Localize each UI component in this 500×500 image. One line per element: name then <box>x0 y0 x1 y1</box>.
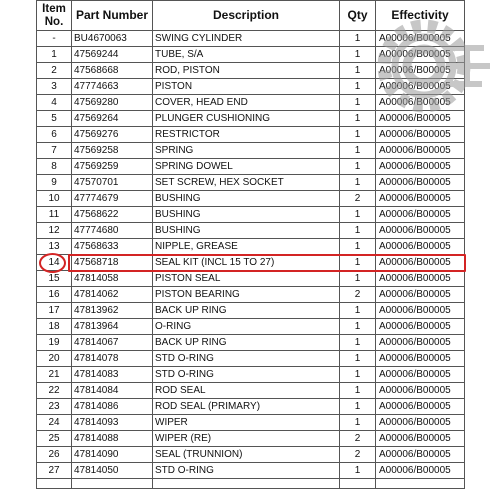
effectivity-cell: A00006/B00005 <box>376 191 465 207</box>
description-cell: STD O-RING <box>153 351 340 367</box>
item-number-cell: 11 <box>37 207 72 223</box>
part-number-cell: 47568718 <box>72 255 153 271</box>
part-number-cell: 47570701 <box>72 175 153 191</box>
table-row <box>37 191 465 207</box>
description-cell: PISTON BEARING <box>153 287 340 303</box>
table-row <box>37 31 465 47</box>
part-number-cell: 47774663 <box>72 79 153 95</box>
item-number-cell: 5 <box>37 111 72 127</box>
effectivity-cell: A00006/B00005 <box>376 79 465 95</box>
description-cell: COVER, HEAD END <box>153 95 340 111</box>
description-cell: PISTON <box>153 79 340 95</box>
part-number-cell: 47774680 <box>72 223 153 239</box>
table-row <box>37 207 465 223</box>
effectivity-cell: A00006/B00005 <box>376 111 465 127</box>
qty-cell: 1 <box>340 111 376 127</box>
item-number-cell: 12 <box>37 223 72 239</box>
item-number-cell: 13 <box>37 239 72 255</box>
table-row <box>37 143 465 159</box>
item-number-cell: 10 <box>37 191 72 207</box>
description-cell: NIPPLE, GREASE <box>153 239 340 255</box>
part-number-cell: 47814050 <box>72 463 153 479</box>
part-number-cell: 47568622 <box>72 207 153 223</box>
qty-cell: 1 <box>340 463 376 479</box>
description-cell: WIPER (RE) <box>153 431 340 447</box>
table-row <box>37 383 465 399</box>
qty-cell: 1 <box>340 223 376 239</box>
effectivity-cell: A00006/B00005 <box>376 351 465 367</box>
effectivity-cell: A00006/B00005 <box>376 127 465 143</box>
blank-cell <box>153 479 340 489</box>
item-number-cell: 18 <box>37 319 72 335</box>
qty-cell: 1 <box>340 255 376 271</box>
qty-cell: 1 <box>340 399 376 415</box>
effectivity-cell: A00006/B00005 <box>376 143 465 159</box>
table-row <box>37 127 465 143</box>
description-cell: BUSHING <box>153 223 340 239</box>
table-row <box>37 335 465 351</box>
table-row <box>37 351 465 367</box>
effectivity-cell: A00006/B00005 <box>376 175 465 191</box>
description-cell: SPRING DOWEL <box>153 159 340 175</box>
effectivity-cell: A00006/B00005 <box>376 31 465 47</box>
item-number-cell: - <box>37 31 72 47</box>
table-row <box>37 447 465 463</box>
description-cell: STD O-RING <box>153 367 340 383</box>
qty-cell: 1 <box>340 303 376 319</box>
item-number-cell: 26 <box>37 447 72 463</box>
description-cell: TUBE, S/A <box>153 47 340 63</box>
qty-cell: 1 <box>340 159 376 175</box>
table-row <box>37 79 465 95</box>
item-number-cell: 9 <box>37 175 72 191</box>
table-row <box>37 303 465 319</box>
effectivity-cell: A00006/B00005 <box>376 287 465 303</box>
description-cell: O-RING <box>153 319 340 335</box>
part-number-cell: 47814090 <box>72 447 153 463</box>
header-description: Description <box>153 1 340 31</box>
parts-body <box>37 31 465 489</box>
qty-cell: 2 <box>340 447 376 463</box>
item-number-cell: 6 <box>37 127 72 143</box>
effectivity-cell: A00006/B00005 <box>376 223 465 239</box>
qty-cell: 1 <box>340 47 376 63</box>
effectivity-cell: A00006/B00005 <box>376 47 465 63</box>
effectivity-cell: A00006/B00005 <box>376 367 465 383</box>
description-cell: SPRING <box>153 143 340 159</box>
qty-cell: 1 <box>340 95 376 111</box>
item-number-cell: 21 <box>37 367 72 383</box>
effectivity-cell: A00006/B00005 <box>376 431 465 447</box>
qty-cell: 1 <box>340 63 376 79</box>
description-cell: ROD SEAL <box>153 383 340 399</box>
effectivity-cell: A00006/B00005 <box>376 383 465 399</box>
qty-cell: 1 <box>340 351 376 367</box>
effectivity-cell: A00006/B00005 <box>376 159 465 175</box>
item-number-cell: 8 <box>37 159 72 175</box>
item-number-cell: 1 <box>37 47 72 63</box>
part-number-cell: 47814088 <box>72 431 153 447</box>
effectivity-cell: A00006/B00005 <box>376 303 465 319</box>
part-number-cell: 47814084 <box>72 383 153 399</box>
description-cell: BUSHING <box>153 191 340 207</box>
blank-cell <box>37 479 72 489</box>
blank-table-row <box>37 479 465 489</box>
table-row <box>37 111 465 127</box>
effectivity-cell: A00006/B00005 <box>376 271 465 287</box>
part-number-cell: 47569258 <box>72 143 153 159</box>
table-row <box>37 319 465 335</box>
effectivity-cell: A00006/B00005 <box>376 399 465 415</box>
qty-cell: 1 <box>340 367 376 383</box>
part-number-cell: 47569280 <box>72 95 153 111</box>
header-item-line1: Item <box>42 2 66 15</box>
blank-cell <box>340 479 376 489</box>
part-number-cell: BU4670063 <box>72 31 153 47</box>
header-qty: Qty <box>340 1 376 31</box>
table-row <box>37 271 465 287</box>
qty-cell: 1 <box>340 239 376 255</box>
description-cell: ROD, PISTON <box>153 63 340 79</box>
qty-cell: 1 <box>340 319 376 335</box>
qty-cell: 1 <box>340 335 376 351</box>
table-row <box>37 287 465 303</box>
effectivity-cell: A00006/B00005 <box>376 415 465 431</box>
qty-cell: 1 <box>340 415 376 431</box>
table-row <box>37 175 465 191</box>
description-cell: BUSHING <box>153 207 340 223</box>
part-number-cell: 47568668 <box>72 63 153 79</box>
header-item-no <box>37 1 72 31</box>
part-number-cell: 47569264 <box>72 111 153 127</box>
description-cell: SWING CYLINDER <box>153 31 340 47</box>
part-number-cell: 47814086 <box>72 399 153 415</box>
table-row <box>37 367 465 383</box>
qty-cell: 1 <box>340 127 376 143</box>
qty-cell: 1 <box>340 143 376 159</box>
table-row <box>37 399 465 415</box>
part-number-cell: 47813962 <box>72 303 153 319</box>
effectivity-cell: A00006/B00005 <box>376 239 465 255</box>
effectivity-cell: A00006/B00005 <box>376 447 465 463</box>
part-number-cell: 47814078 <box>72 351 153 367</box>
header-row <box>37 1 465 31</box>
table-row <box>37 431 465 447</box>
parts-list-table <box>36 0 465 489</box>
effectivity-cell: A00006/B00005 <box>376 335 465 351</box>
item-number-cell: 19 <box>37 335 72 351</box>
item-number-cell: 17 <box>37 303 72 319</box>
item-number-cell: 24 <box>37 415 72 431</box>
qty-cell: 1 <box>340 79 376 95</box>
item-number-cell: 14 <box>37 255 72 271</box>
effectivity-cell: A00006/B00005 <box>376 463 465 479</box>
qty-cell: 1 <box>340 31 376 47</box>
item-number-cell: 4 <box>37 95 72 111</box>
header-item-line2: No. <box>44 15 64 28</box>
qty-cell: 2 <box>340 191 376 207</box>
table-row <box>37 415 465 431</box>
table-row <box>37 95 465 111</box>
effectivity-cell: A00006/B00005 <box>376 95 465 111</box>
description-cell: STD O-RING <box>153 463 340 479</box>
table-row <box>37 239 465 255</box>
description-cell: SET SCREW, HEX SOCKET <box>153 175 340 191</box>
description-cell: WIPER <box>153 415 340 431</box>
table-row <box>37 463 465 479</box>
qty-cell: 2 <box>340 431 376 447</box>
item-number-cell: 7 <box>37 143 72 159</box>
qty-cell: 1 <box>340 271 376 287</box>
part-number-cell: 47814083 <box>72 367 153 383</box>
part-number-cell: 47814058 <box>72 271 153 287</box>
part-number-cell: 47813964 <box>72 319 153 335</box>
qty-cell: 1 <box>340 383 376 399</box>
description-cell: BACK UP RING <box>153 303 340 319</box>
qty-cell: 1 <box>340 175 376 191</box>
effectivity-cell: A00006/B00005 <box>376 255 465 271</box>
qty-cell: 1 <box>340 207 376 223</box>
part-number-cell: 47814067 <box>72 335 153 351</box>
qty-cell: 2 <box>340 287 376 303</box>
description-cell: RESTRICTOR <box>153 127 340 143</box>
effectivity-cell: A00006/B00005 <box>376 63 465 79</box>
table-row <box>37 159 465 175</box>
item-number-cell: 20 <box>37 351 72 367</box>
table-row <box>37 223 465 239</box>
part-number-cell: 47814093 <box>72 415 153 431</box>
item-number-cell: 3 <box>37 79 72 95</box>
blank-cell <box>376 479 465 489</box>
effectivity-cell: A00006/B00005 <box>376 207 465 223</box>
item-number-cell: 16 <box>37 287 72 303</box>
item-number-cell: 22 <box>37 383 72 399</box>
part-number-cell: 47569259 <box>72 159 153 175</box>
description-cell: BACK UP RING <box>153 335 340 351</box>
part-number-cell: 47774679 <box>72 191 153 207</box>
table-row <box>37 47 465 63</box>
description-cell: SEAL (TRUNNION) <box>153 447 340 463</box>
item-number-cell: 23 <box>37 399 72 415</box>
table-row <box>37 63 465 79</box>
part-number-cell: 47568633 <box>72 239 153 255</box>
part-number-cell: 47569244 <box>72 47 153 63</box>
item-number-cell: 25 <box>37 431 72 447</box>
description-cell: SEAL KIT (INCL 15 TO 27) <box>153 255 340 271</box>
item-number-cell: 15 <box>37 271 72 287</box>
description-cell: PISTON SEAL <box>153 271 340 287</box>
description-cell: PLUNGER CUSHIONING <box>153 111 340 127</box>
effectivity-cell: A00006/B00005 <box>376 319 465 335</box>
item-number-cell: 27 <box>37 463 72 479</box>
part-number-cell: 47569276 <box>72 127 153 143</box>
description-cell: ROD SEAL (PRIMARY) <box>153 399 340 415</box>
blank-cell <box>72 479 153 489</box>
item-number-cell: 2 <box>37 63 72 79</box>
table-row <box>37 255 465 271</box>
header-effectivity: Effectivity <box>376 1 465 31</box>
part-number-cell: 47814062 <box>72 287 153 303</box>
header-part-number: Part Number <box>72 1 153 31</box>
